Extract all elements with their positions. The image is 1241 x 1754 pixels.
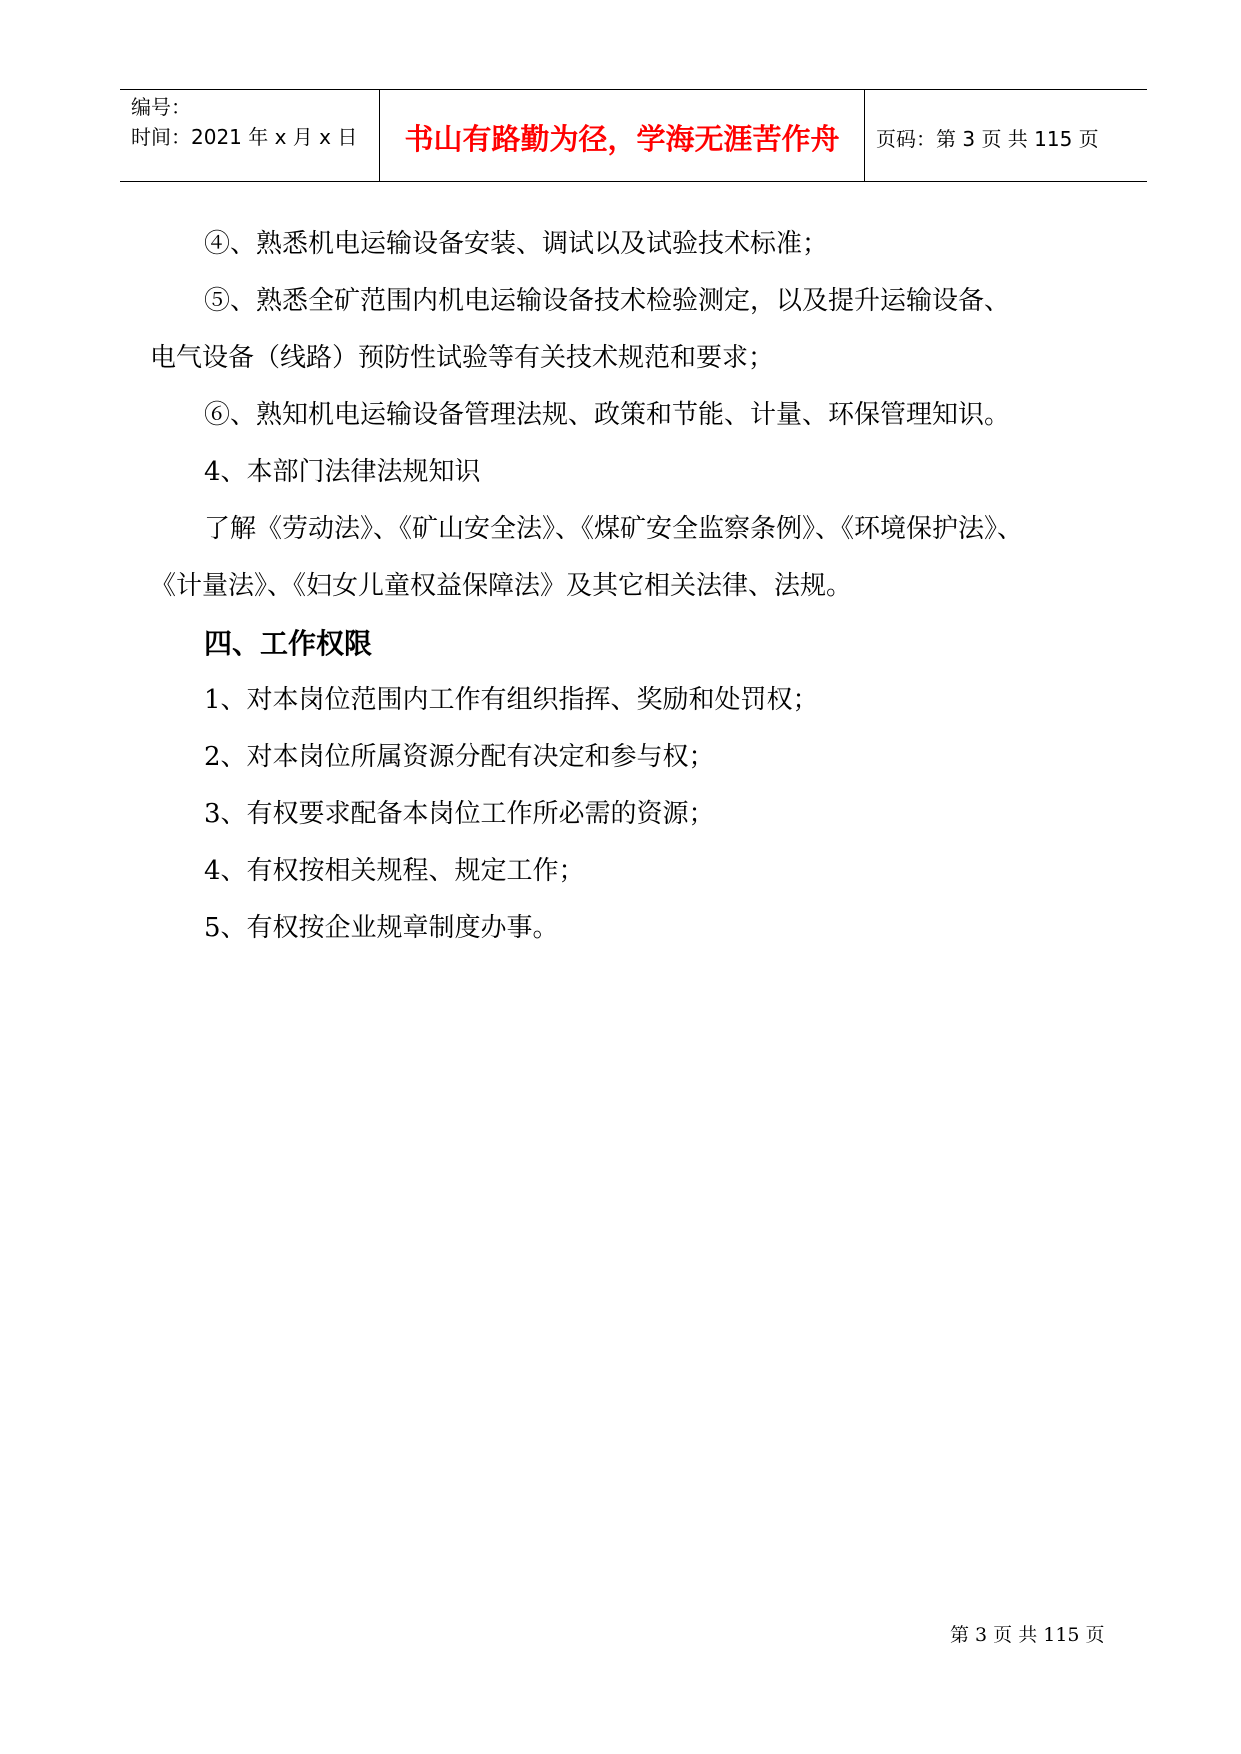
paragraph-line: 了解《劳动法》、《矿山安全法》、《煤矿安全监察条例》、《环境保护法》、 (204, 514, 1024, 544)
document-number-label: 编号： (131, 95, 191, 119)
header-meta-cell (120, 90, 380, 181)
section-heading: 四、工作权限 (204, 627, 373, 660)
paragraph-line: 4、有权按相关规程、规定工作； (204, 856, 585, 886)
paragraph-line: 5、有权按企业规章制度办事。 (204, 913, 559, 943)
paragraph-line: ⑥、熟知机电运输设备管理法规、政策和节能、计量、环保管理知识。 (204, 400, 1011, 430)
paragraph-line: 1、对本岗位范围内工作有组织指挥、奖励和处罚权； (204, 685, 819, 715)
paragraph-line: 2、对本岗位所属资源分配有决定和参与权； (204, 742, 715, 772)
document-body (150, 216, 1130, 957)
header-page-info: 页码：第 3 页 共 115 页 (876, 127, 1099, 151)
document-header (120, 89, 1147, 182)
header-page-cell (865, 90, 1147, 181)
paragraph-line: 3、有权要求配备本岗位工作所必需的资源； (204, 799, 715, 829)
paragraph-line: ④、熟悉机电运输设备安装、调试以及试验技术标准； (204, 229, 829, 259)
paragraph-line: 4、本部门法律法规知识 (204, 457, 481, 487)
paragraph-line: 《计量法》、《妇女儿童权益保障法》及其它相关法律、法规。 (150, 571, 853, 601)
paragraph-line: 电气设备（线路）预防性试验等有关技术规范和要求； (150, 343, 775, 373)
header-motto-cell (380, 90, 865, 181)
document-time-label: 时间：2021 年 x 月 x 日 (131, 125, 358, 149)
page-footer: 第 3 页 共 115 页 (950, 1624, 1105, 1646)
header-motto: 书山有路勤为径，学海无涯苦作舟 (404, 122, 840, 156)
paragraph-line: ⑤、熟悉全矿范围内机电运输设备技术检验测定，以及提升运输设备、 (204, 286, 1011, 316)
